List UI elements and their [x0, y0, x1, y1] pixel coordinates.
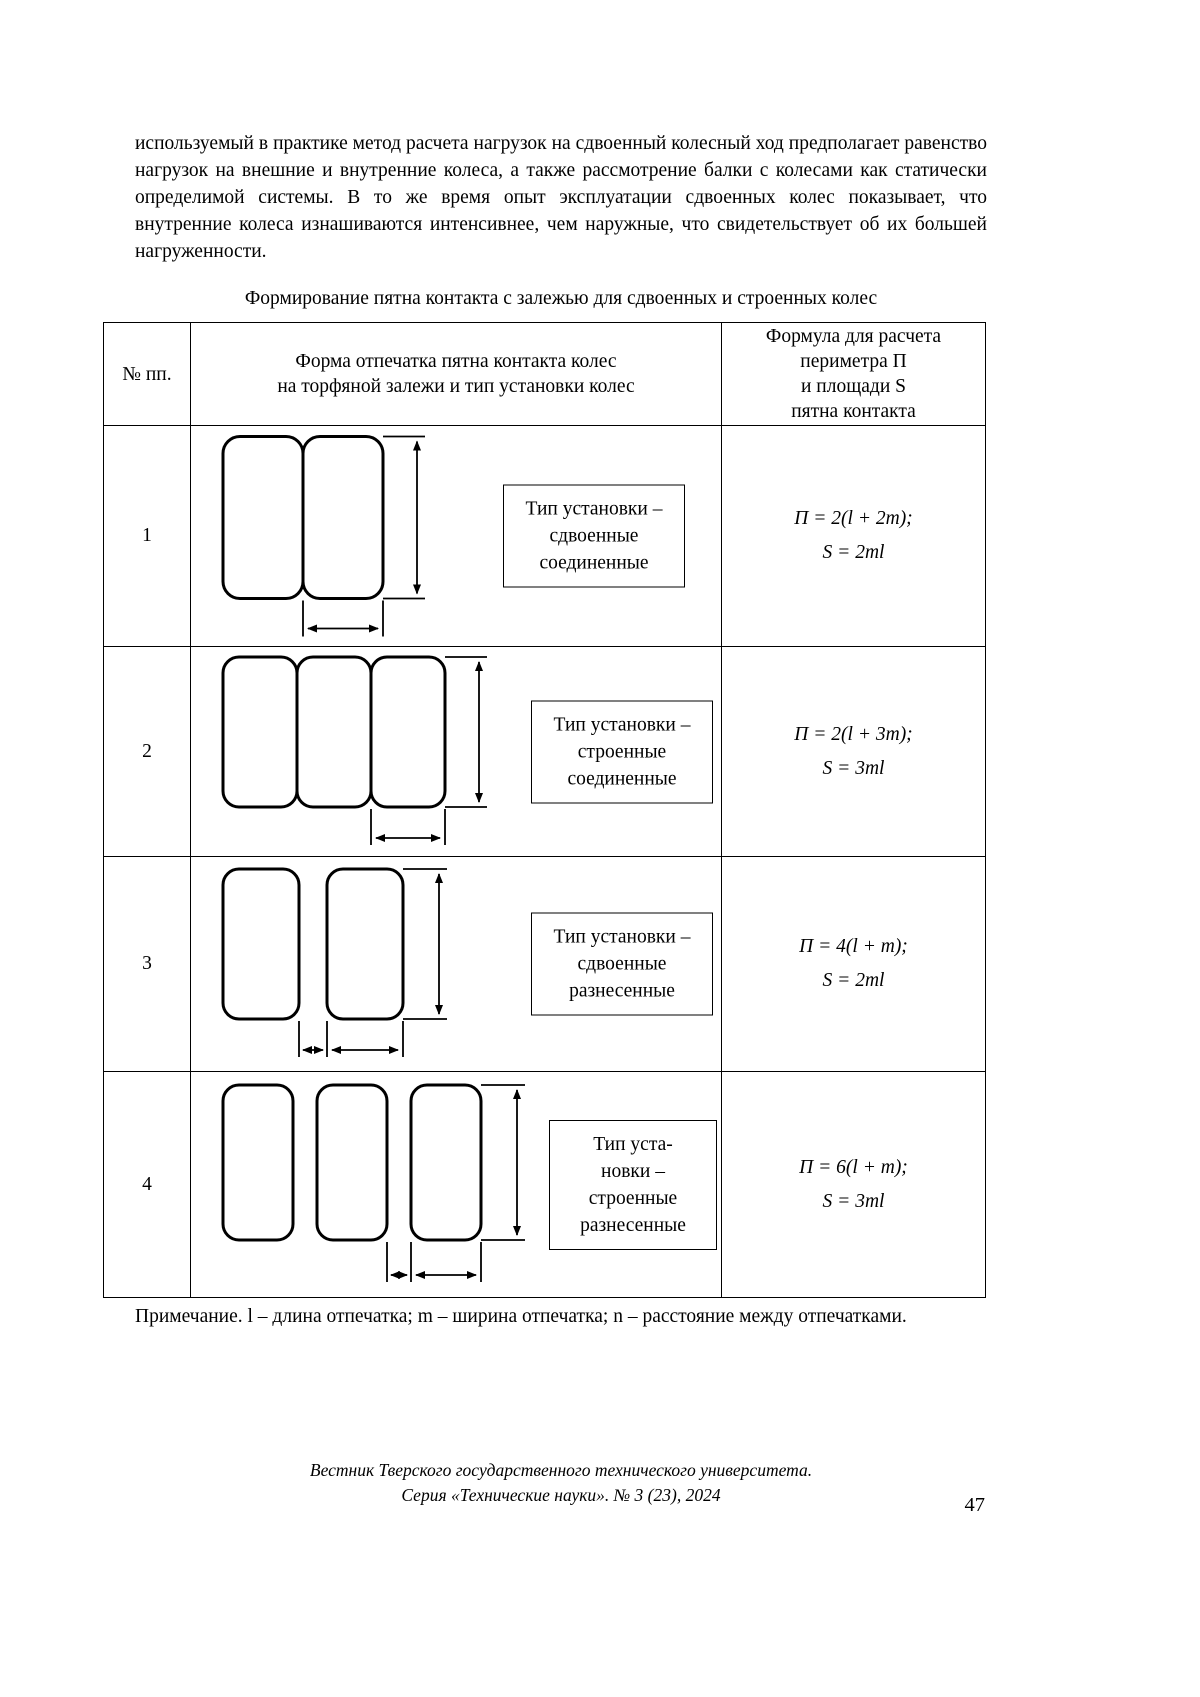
- header-patch-shape: Форма отпечатка пятна контакта колес на торфяной залежи и тип установки колес: [191, 323, 722, 426]
- contact-patch-diagram-triple-spaced: [211, 1080, 541, 1290]
- contact-patch: [223, 1085, 293, 1240]
- contact-patch: [327, 869, 403, 1019]
- formula: П = 4(l + m); S = 2ml: [722, 857, 986, 1072]
- formula: П = 6(l + m); S = 3ml: [722, 1072, 986, 1298]
- row-number: 2: [104, 647, 191, 857]
- header-formula: Формула для расчета периметра П и площади S пятна контакта: [722, 323, 986, 426]
- contact-patch-diagram-dual-spaced: [211, 864, 461, 1064]
- table-row: [104, 857, 986, 1072]
- table-title: Формирование пятна контакта с залежью для сдвоенных и строенных колес: [244, 288, 878, 309]
- journal-footer: [135, 1458, 987, 1508]
- note-paragraph: Примечание. l – длина отпечатка; m – ширина отпечатка; n – расстояние между отпечатками.: [135, 1306, 907, 1327]
- row-number: 3: [104, 857, 191, 1072]
- contact-patch: [371, 657, 445, 807]
- type-label-box: Тип установки – строенные соединенные: [531, 700, 713, 803]
- contact-patch: [223, 869, 299, 1019]
- table-header-row: [104, 323, 986, 426]
- row-number: 4: [104, 1072, 191, 1298]
- type-label-box: Тип уста- новки – строенные разнесенные: [549, 1120, 717, 1250]
- page-number: 47: [964, 1494, 985, 1516]
- formula: П = 2(l + 2m); S = 2ml: [722, 426, 986, 647]
- formula: П = 2(l + 3m); S = 3ml: [722, 647, 986, 857]
- diagram-cell: [191, 1072, 722, 1298]
- contact-patch: [303, 437, 383, 599]
- contact-patch-diagram-triple-joined: [211, 652, 501, 852]
- header-row-number: № пп.: [104, 323, 191, 426]
- diagram-cell: [191, 647, 722, 857]
- contact-patch: [223, 437, 303, 599]
- intro-paragraph: используемый в практике метод расчета нагрузок на сдвоенный колесный ход предполагает равенство нагрузок на внешние и внутренние колеса, а также рассмотрение балки с колесами как статически определимой системы. В то же время опыт эксплуатации сдвоенных колес показывает, что внутренние колеса изнашиваются интенсивнее, чем наружные, что свидетельствует об их большей нагруженности.: [135, 133, 987, 262]
- contact-patch: [223, 657, 297, 807]
- contact-patch: [297, 657, 371, 807]
- journal-footer-line2: Серия «Технические науки». № 3 (23), 2024: [401, 1485, 721, 1505]
- diagram-cell: [191, 426, 722, 647]
- contact-patch-table: [103, 322, 986, 1298]
- table-row: [104, 426, 986, 647]
- table-row: [104, 1072, 986, 1298]
- contact-patch: [411, 1085, 481, 1240]
- diagram-cell: [191, 857, 722, 1072]
- contact-patch: [317, 1085, 387, 1240]
- journal-footer-line1: Вестник Тверского государственного технического университета.: [309, 1460, 813, 1480]
- type-label-box: Тип установки – сдвоенные разнесенные: [531, 913, 713, 1016]
- row-number: 1: [104, 426, 191, 647]
- table-row: [104, 647, 986, 857]
- type-label-box: Тип установки – сдвоенные соединенные: [503, 485, 685, 588]
- contact-patch-diagram-dual-joined: [211, 429, 441, 644]
